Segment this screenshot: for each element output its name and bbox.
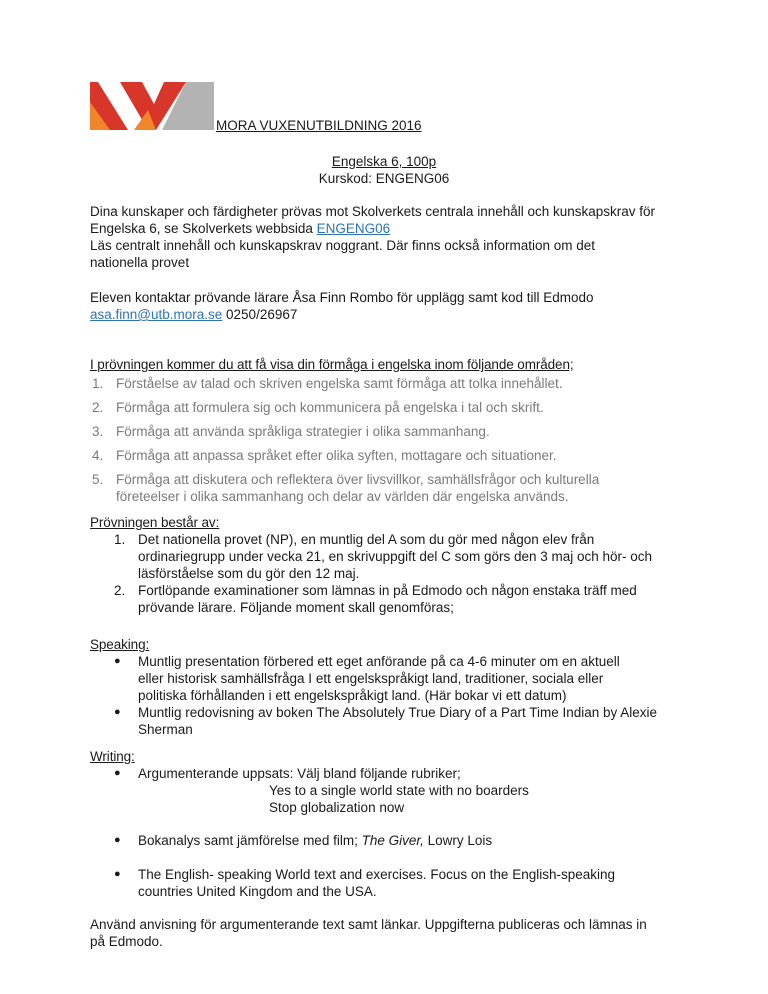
teacher-email-link[interactable]: asa.finn@utb.mora.se xyxy=(90,307,223,322)
course-code: Kurskod: ENGENG06 xyxy=(318,171,450,186)
teacher-phone: 0250/26967 xyxy=(222,307,298,322)
contact-line-1: Eleven kontaktar prövande lärare Åsa Finn Rombo för upplägg samt kod till Edmodo xyxy=(90,290,594,305)
writing-essay-item xyxy=(110,765,710,782)
footer-line-2: på Edmodo. xyxy=(90,934,163,949)
mora-logo xyxy=(90,82,214,130)
writing-heading: Writing: xyxy=(90,749,135,764)
abilities-list xyxy=(90,375,690,512)
speaking-list xyxy=(110,653,710,738)
list-item: 1. Det nationella provet (NP), en muntlig del A som du gör med någon elev från ordinariegrupp under vecka 21, en skrivuppgift del C som görs den 3 maj och hör- och läsförståelse som du gör den 12 maj. xyxy=(114,532,653,581)
intro-paragraph xyxy=(90,203,690,271)
contact-paragraph xyxy=(90,289,690,323)
list-item: 5. Förmåga att diskutera och reflektera över livsvillkor, samhällsfrågor och kulturella företeelser i olika sammanhang och delar av världen där engelska används. xyxy=(92,472,600,504)
list-item: ● Muntlig presentation förbered ett eget anförande på ca 4-6 minuter om en aktuell eller historisk samhällsfråga I ett engelskspråkigt land, traditioner, sociala eller politiska förhållanden i ett engelskspråkigt land. (Här bokar vi ett datum) xyxy=(114,654,620,703)
bullet-icon: ● xyxy=(114,767,121,779)
footer-paragraph xyxy=(90,916,690,950)
exam-heading: Prövningen består av: xyxy=(90,515,220,530)
intro-line-4: nationella provet xyxy=(90,255,190,270)
writing-world-item xyxy=(110,866,710,900)
org-title: MORA VUXENUTBILDNING 2016 xyxy=(216,118,422,133)
essay-topic-2: Stop globalization now xyxy=(269,800,405,815)
footer-line-1: Använd anvisning för argumenterande text samt länkar. Uppgifterna publiceras och lämnas in xyxy=(90,917,647,932)
speaking-heading: Speaking: xyxy=(90,637,150,652)
abilities-heading: I prövningen kommer du att få visa din förmåga i engelska inom följande områden; xyxy=(90,357,574,372)
bullet-icon: ● xyxy=(114,868,121,880)
list-item: 2. Fortlöpande examinationer som lämnas in på Edmodo och någon enstaka träff med prövande lärare. Följande moment skall genomföras; xyxy=(114,583,637,615)
list-item: 2. Förmåga att formulera sig och kommunicera på engelska i tal och skrift. xyxy=(92,400,544,415)
bullet-icon: ● xyxy=(114,655,121,667)
bullet-icon: ● xyxy=(114,834,121,846)
engeng06-link[interactable]: ENGENG06 xyxy=(316,221,391,236)
list-item: 3. Förmåga att använda språkliga strategier i olika sammanhang. xyxy=(92,424,490,439)
contact-line-2 xyxy=(90,306,690,323)
bullet-icon: ● xyxy=(114,706,121,718)
course-title: Engelska 6, 100p xyxy=(331,154,437,169)
exam-list xyxy=(110,531,690,616)
list-item: ● Muntlig redovisning av boken The Absolutely True Diary of a Part Time Indian by Alexie Sherman xyxy=(114,705,658,737)
list-item: 4. Förmåga att anpassa språket efter olika syften, mottagare och situationer. xyxy=(92,448,557,463)
list-item: ● The English- speaking World text and exercises. Focus on the English-speaking countries United Kingdom and the USA. xyxy=(114,867,616,899)
intro-line-1: Dina kunskaper och färdigheter prövas mot Skolverkets centrala innehåll och kunskapskrav för xyxy=(90,204,656,219)
book-title: The Giver, xyxy=(361,833,424,848)
list-item: ● Bokanalys samt jämförelse med film; The Giver, Lowry Lois xyxy=(114,833,493,848)
essay-topic-1: Yes to a single world state with no boarders xyxy=(269,783,529,798)
writing-book-item xyxy=(110,832,710,849)
list-item: 1. Förståelse av talad och skriven engelska samt förmåga att tolka innehållet. xyxy=(92,376,563,391)
list-item: ● Argumenterande uppsats: Välj bland följande rubriker; xyxy=(114,766,461,781)
intro-line-3: Läs centralt innehåll och kunskapskrav noggrant. Där finns också information om det xyxy=(90,238,596,253)
intro-line-2: Engelska 6, se Skolverkets webbsida ENGENG06 xyxy=(90,221,391,236)
